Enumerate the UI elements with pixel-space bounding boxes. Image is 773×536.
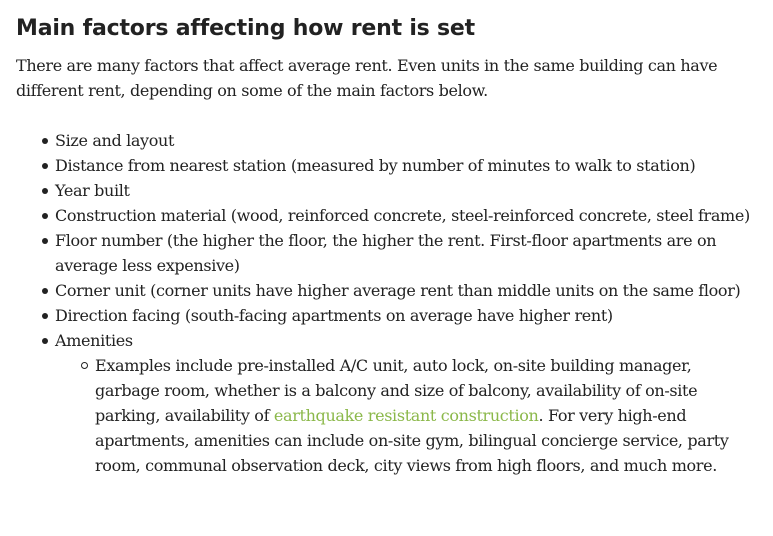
list-item-year-built: Year built <box>55 178 757 203</box>
list-item-size-layout: Size and layout <box>55 128 757 153</box>
list-item-construction-material: Construction material (wood, reinforced concrete, steel-reinforced concrete, steel frame) <box>55 203 757 228</box>
amenities-label: Amenities <box>55 331 133 350</box>
earthquake-construction-link[interactable]: earthquake resistant construction <box>273 406 539 425</box>
list-item-corner-unit: Corner unit (corner units have higher average rent than middle units on the same floor) <box>55 278 757 303</box>
factors-list <box>16 128 757 478</box>
amenities-sublist <box>55 353 757 478</box>
amenities-text-after: . For very high-end apartments, amenities can include on-site gym, bilingual concierge service, party room, communal observation deck, city views from high floors, and much more. <box>95 406 729 475</box>
list-item-floor-number: Floor number (the higher the floor, the higher the rent. First-floor apartments are on average less expensive) <box>55 228 757 278</box>
amenities-examples-item <box>95 353 757 478</box>
list-item-direction-facing: Direction facing (south-facing apartments on average have higher rent) <box>55 303 757 328</box>
section-heading: Main factors affecting how rent is set <box>16 16 475 41</box>
list-item-distance-station: Distance from nearest station (measured by number of minutes to walk to station) <box>55 153 757 178</box>
list-item-amenities <box>55 328 757 478</box>
amenities-text-before: Examples include pre-installed A/C unit, auto lock, on-site building manager, garbage room, whether is a balcony and size of balcony, availability of on-site parking, availability of <box>95 356 698 425</box>
intro-paragraph: There are many factors that affect average rent. Even units in the same building can have different rent, depending on some of the main factors below. <box>16 56 718 100</box>
